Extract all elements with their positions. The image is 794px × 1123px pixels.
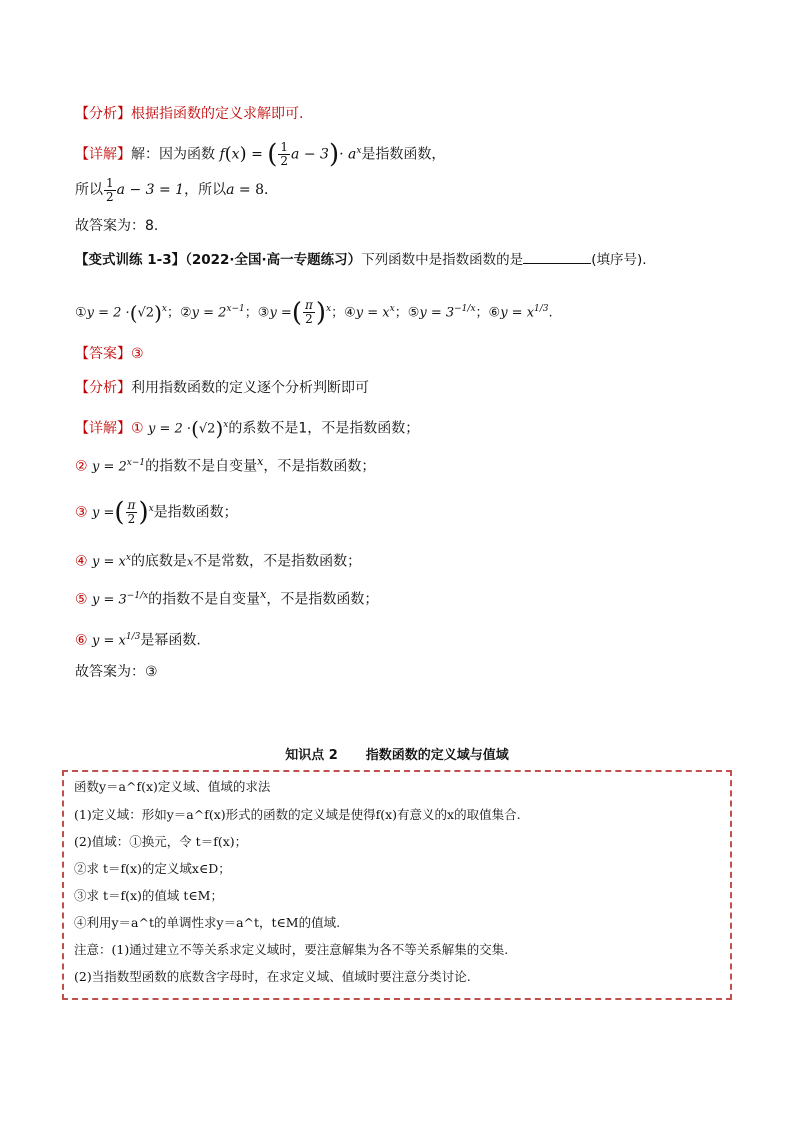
section-label: 知识点 2 [285,748,338,763]
detail-item-1: 【详解】① $y = 2 \cdot(√2)^x$的系数不是1，不是指数函数； [75,416,420,441]
so-lead: 所以 [75,182,103,198]
option-5-expr: y = 3 [419,305,455,321]
exercise-tag: 【变式训练 1-3】 [75,252,186,268]
so-mid: ，所以 [184,182,227,198]
detail-item-2-tail: ，不是指数函数； [263,458,376,475]
detail-item-5-exp: −1/x [126,591,149,601]
detail-item-3-expr: y = [92,505,115,521]
option-6-exp: 1/3 [534,304,549,314]
a-minus-3: a − 3 [291,146,329,163]
detail-item-6-expr: y = x [92,633,126,649]
option-4-exp: x [389,304,395,314]
option-4-expr: y = x [355,305,390,321]
analysis-text: 根据指函数的定义求解即可. [131,106,304,122]
fraction-half-2: $\frac{1}{2}$ [106,175,114,204]
option-2-expr: y = 2 [191,305,227,321]
option-3-exp: x [326,304,332,314]
answer-block [75,344,144,364]
detail-item-5-marker: ⑤ [75,591,88,608]
detail-tail: 是指数函数， [361,146,446,163]
var-a: a [226,182,235,198]
detail-item-4-tail: 不是常数，不是指数函数； [193,553,362,570]
option-6-marker: ⑥ [488,305,501,321]
fraction-half: $\frac{1}{2}$ [280,140,289,169]
detail-item-2-text: 的指数不是自变量 [145,458,258,475]
option-6-expr: y = x [500,305,535,321]
option-sep-4: ； [394,305,408,321]
option-1-exp: x [161,304,167,314]
option-3-frac: $\frac{\pi}{2}$ [304,298,313,327]
detail-item-4-exp: x [125,553,131,563]
exercise-text: 下列函数中是指数函数的是 [361,252,524,268]
answer-value: ③ [131,346,144,362]
detail-line-1: 【详解】解：因为函数 f(x) = ( $\frac{1}{2}$ $a - 3)\cdot a^x$是指数函数， [75,139,446,170]
detail-item-5-var: x [260,588,267,601]
box-line-1: 函数y＝a^f(x)定义域、值域的求法 [74,779,271,794]
func-eq: = [251,146,263,163]
option-1-marker: ① [75,305,87,321]
analysis-tag-2: 【分析】 [75,380,131,396]
exercise-source: （2022·全国·高一专题练习） [185,252,362,268]
detail-item-3-exp: x [148,504,154,514]
section-heading: 指数函数的定义域与值域 [365,748,509,763]
func-x: x [231,146,240,163]
detail-tag: 【详解】 [75,146,131,163]
detail-item-3-marker: ③ [75,504,88,521]
detail-item-5 [75,582,378,608]
box-line-2: (1)定义域：形如y＝a^f(x)形式的函数的定义域是使得f(x)有意义的x的取值集合. [74,807,521,822]
box-line-3: (2)值域：①换元，令 t＝f(x)； [74,834,248,849]
analysis-text-2: 利用指数函数的定义逐个分析判断即可 [131,380,369,396]
option-5-exp: −1/x [454,304,476,314]
box-line-6: ④利用y＝a^t的单调性求y＝a^t，t∈M的值域. [74,915,341,930]
option-sep-5: ； [475,305,489,321]
detail-item-3-frac: $\frac{\pi}{2}$ [127,498,136,527]
detail-item-1-root: √2 [198,421,216,437]
box-line-7: 注意：(1)通过建立不等关系求定义域时，要注意解集为各不等关系解集的交集. [74,942,509,957]
answer-line-1 [75,216,158,236]
exp-x: x [356,146,362,156]
detail-lead: 解：因为函数 [131,146,215,163]
detail-item-4-expr: y = x [92,554,126,570]
answer-tag: 【答案】 [75,346,131,362]
options-row: ①y = $2 \cdot(√2)^x$；②y = $2^{x-1}$；③y =( $\frac{\pi}{2}$ )$^x$；④y = $x^x$；⑤y = $3^{-1/x}$；⑥y = $x^{1/3}$. [75,297,553,328]
analysis-line-2 [75,378,369,398]
answer-line-2 [75,662,158,682]
option-3-marker: ③ [257,305,270,321]
section-title [0,744,794,763]
detail-item-2-exp: x−1 [126,458,146,468]
detail-item-4 [75,546,361,570]
detail-item-6-exp: 1/3 [125,632,141,642]
exercise-tail: (填序号). [591,252,647,268]
option-sep-2: ； [244,305,258,321]
option-4-marker: ④ [344,305,356,321]
detail-item-1-exp: x [223,420,229,430]
result-8: = 8． [234,182,278,198]
detail-item-3: ③ y =( $\frac{\pi}{2}$ )$^x$是指数函数； [75,497,238,528]
option-1-expr: y = 2 · [86,305,130,321]
analysis-line-1 [75,104,303,124]
dot-a: · a [339,146,357,163]
detail-item-4-marker: ④ [75,553,88,570]
detail-item-5-expr: y = 3 [92,592,127,608]
func-f: f [219,146,225,163]
answer-blank [523,249,591,264]
knowledge-box [62,770,732,1000]
detail-item-6 [75,624,201,650]
detail-item-4-var: x [186,555,194,569]
detail-item-6-marker: ⑥ [75,632,88,649]
detail-line-2 [75,175,278,205]
detail-item-2-marker: ② [75,458,88,475]
detail-item-2-expr: y = 2 [92,459,127,475]
option-sep-1: ； [166,305,180,321]
analysis-tag: 【分析】 [75,106,131,122]
equation-a: a − 3 = 1 [116,182,185,198]
option-5-marker: ⑤ [407,305,420,321]
box-line-5: ③求 t＝f(x)的值域 t∈M； [74,888,223,903]
detail-item-3-text: 是指数函数； [153,504,238,521]
option-1-root: √2 [137,305,155,321]
answer-text-2: 故答案为：③ [75,664,158,680]
detail-item-6-text: 是幂函数. [140,632,201,649]
exercise-title [75,249,647,270]
box-line-4: ②求 t＝f(x)的定义域x∈D； [74,861,231,876]
option-2-exp: x−1 [226,304,245,314]
detail-item-1-text: 的系数不是1，不是指数函数； [228,420,420,437]
box-line-8: (2)当指数型函数的底数含字母时，在求定义域、值域时要注意分类讨论. [74,969,471,984]
detail-tag-2: 【详解】 [75,420,131,437]
option-end: . [548,305,553,321]
detail-item-4-text: 的底数是 [130,553,187,570]
detail-item-2 [75,450,375,474]
detail-item-5-text: 的指数不是自变量 [148,591,261,608]
answer-text-1: 故答案为：8. [75,218,159,234]
detail-item-1-marker: ① [131,420,144,437]
detail-item-5-tail: ，不是指数函数； [266,591,379,608]
detail-item-1-expr: y = 2 · [148,421,192,437]
option-2-marker: ② [179,305,192,321]
detail-item-2-var: x [257,455,264,468]
option-sep-3: ； [331,305,345,321]
option-3-expr: y = [269,305,292,321]
